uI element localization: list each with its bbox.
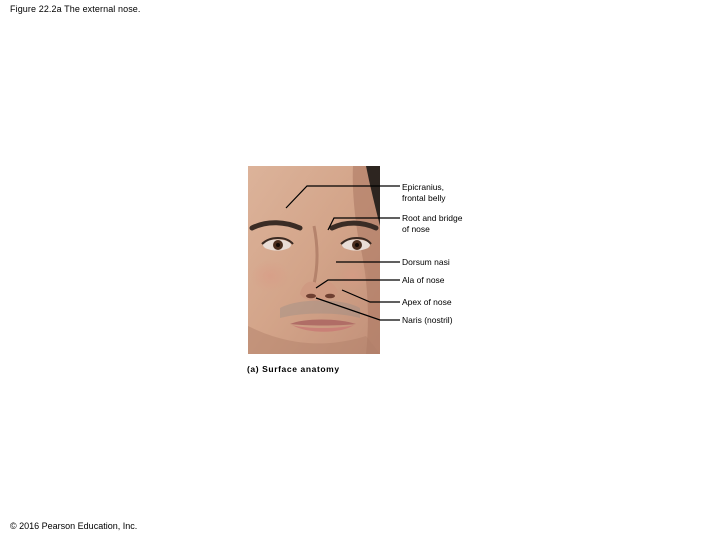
figure-title: Figure 22.2a The external nose. (10, 4, 141, 14)
label-ala-of-nose: Ala of nose (402, 275, 445, 285)
label-naris: Naris (nostril) (402, 315, 453, 325)
copyright-notice: © 2016 Pearson Education, Inc. (10, 521, 138, 531)
label-dorsum-nasi: Dorsum nasi (402, 257, 450, 267)
leader-line-epicranius (286, 186, 400, 208)
label-epicranius: Epicranius, frontal belly (402, 182, 446, 203)
leader-line-naris (316, 298, 400, 320)
leader-line-ala (316, 280, 400, 288)
figure-caption: (a) Surface anatomy (247, 364, 340, 374)
leader-line-root-bridge (328, 218, 400, 230)
label-apex-of-nose: Apex of nose (402, 297, 452, 307)
label-root-bridge: Root and bridge of nose (402, 213, 463, 234)
leader-line-apex (342, 290, 400, 302)
